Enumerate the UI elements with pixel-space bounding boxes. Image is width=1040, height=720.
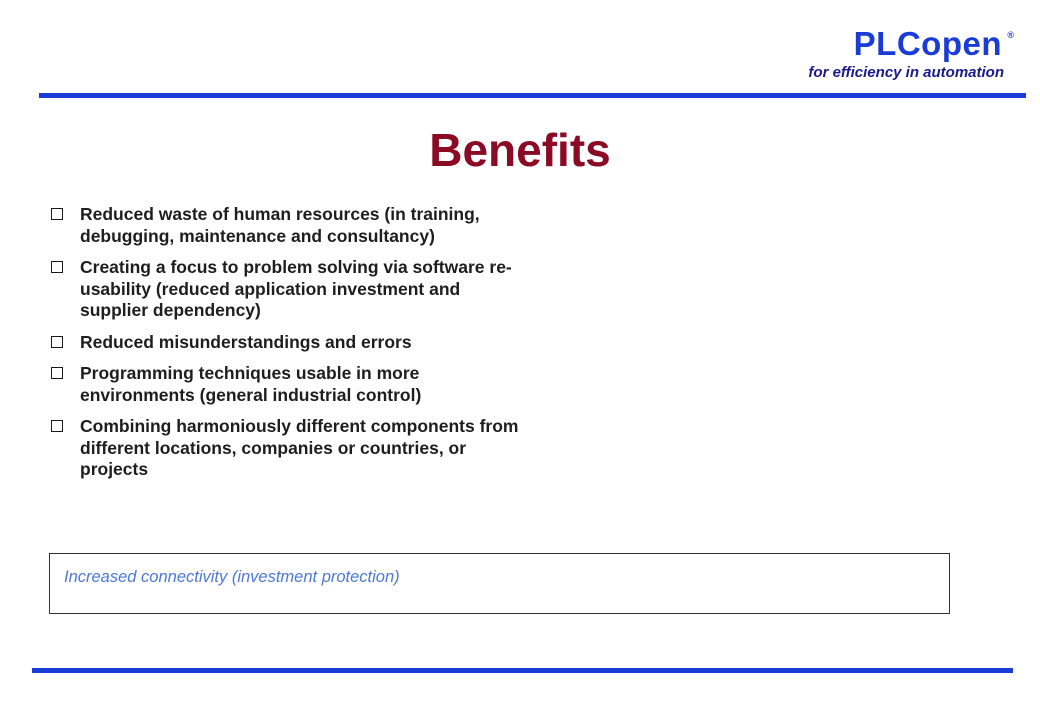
checkbox-bullet-icon (50, 332, 70, 352)
list-item (50, 332, 520, 354)
callout-box (49, 553, 950, 614)
checkbox-bullet-icon (50, 204, 70, 224)
logo-name: PLCopen (853, 25, 1002, 62)
list-item-text: Combining harmoniously different components from different locations, companies or countries, or projects (80, 416, 519, 479)
checkbox-bullet-icon (50, 363, 70, 383)
plcopen-logo (808, 25, 1014, 81)
top-divider (39, 93, 1026, 98)
list-item (50, 257, 520, 322)
checkbox-bullet-icon (50, 416, 70, 436)
list-item-text: Reduced waste of human resources (in training, debugging, maintenance and consultancy) (80, 204, 480, 246)
logo-tagline: for efficiency in automation (808, 64, 1004, 81)
list-item-text: Reduced misunderstandings and errors (80, 331, 412, 352)
list-item (50, 416, 520, 481)
list-item (50, 204, 520, 247)
list-item (50, 363, 520, 406)
list-item-text: Programming techniques usable in more environments (general industrial control) (80, 363, 422, 405)
benefits-list (50, 204, 520, 491)
checkbox-bullet-icon (50, 257, 70, 277)
list-item-text: Creating a focus to problem solving via software re-usability (reduced application investment and supplier dependency) (80, 257, 512, 320)
bottom-divider (32, 668, 1013, 673)
registered-mark: ® (1007, 30, 1014, 40)
callout-text: Increased connectivity (investment protection) (64, 568, 400, 586)
slide-title: Benefits (429, 124, 611, 176)
